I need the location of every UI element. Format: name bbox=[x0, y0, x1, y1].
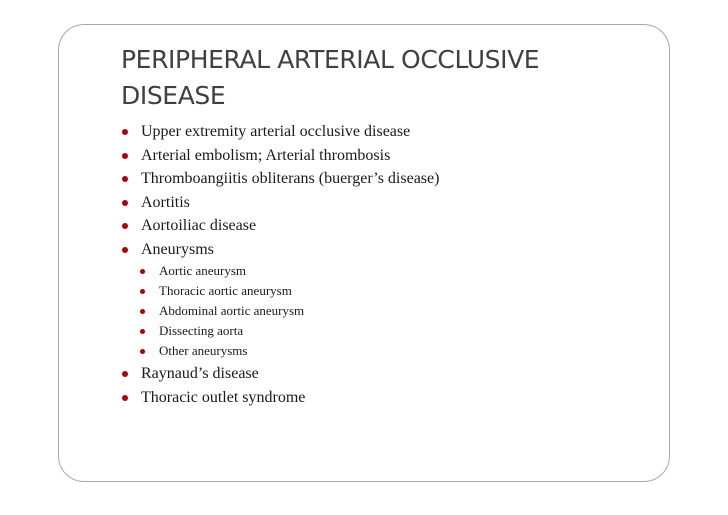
bullet-dot-icon bbox=[140, 349, 145, 354]
sub-list-item-label: Abdominal aortic aneurysm bbox=[159, 303, 305, 318]
bullet-dot-icon bbox=[140, 329, 145, 334]
sub-list-item-label: Aortic aneurysm bbox=[159, 263, 247, 278]
list-item bbox=[122, 144, 642, 168]
sub-list-item bbox=[140, 321, 642, 341]
bullet-dot-icon bbox=[122, 223, 128, 229]
bullet-dot-icon bbox=[140, 289, 145, 294]
bullet-dot-icon bbox=[122, 176, 128, 182]
slide-title: PERIPHERAL ARTERIAL OCCLUSIVE DISEASE bbox=[121, 45, 540, 110]
list-item-label: Thromboangiitis obliterans (buerger’s disease) bbox=[141, 170, 440, 187]
bullet-dot-icon bbox=[122, 200, 128, 206]
list-item bbox=[122, 120, 642, 144]
bullet-dot-icon bbox=[140, 269, 145, 274]
list-item bbox=[122, 238, 642, 262]
list-item-label: Upper extremity arterial occlusive disease bbox=[141, 123, 411, 140]
sub-list-item bbox=[140, 261, 642, 281]
list-item bbox=[122, 191, 642, 215]
sub-list-item bbox=[140, 301, 642, 321]
list-item-label: Aortitis bbox=[141, 193, 190, 211]
list-item bbox=[122, 386, 642, 410]
bullet-dot-icon bbox=[122, 371, 128, 377]
list-item bbox=[122, 214, 642, 238]
list-item-label: Aortoiliac disease bbox=[141, 217, 257, 234]
list-item-label: Raynaud’s disease bbox=[141, 365, 259, 382]
sub-list-item bbox=[140, 341, 642, 361]
sublist-container bbox=[122, 261, 642, 361]
list-item bbox=[122, 167, 642, 191]
sub-list-item-label: Other aneurysms bbox=[159, 343, 248, 358]
list-item-label: Arterial embolism; Arterial thrombosis bbox=[141, 146, 391, 164]
sub-list-item bbox=[140, 281, 642, 301]
sub-list-item-label: Thoracic aortic aneurysm bbox=[159, 283, 292, 298]
bullet-list bbox=[122, 120, 642, 409]
list-item-label: Thoracic outlet syndrome bbox=[141, 388, 306, 406]
sub-list-item-label: Dissecting aorta bbox=[159, 323, 244, 338]
bullet-dot-icon bbox=[122, 129, 128, 135]
bullet-dot-icon bbox=[140, 309, 145, 314]
bullet-dot-icon bbox=[122, 153, 128, 159]
bullet-dot-icon bbox=[122, 247, 128, 253]
list-item-label: Aneurysms bbox=[141, 240, 214, 258]
sub-bullet-list bbox=[122, 261, 642, 361]
list-item bbox=[122, 362, 642, 386]
bullet-dot-icon bbox=[122, 395, 128, 401]
